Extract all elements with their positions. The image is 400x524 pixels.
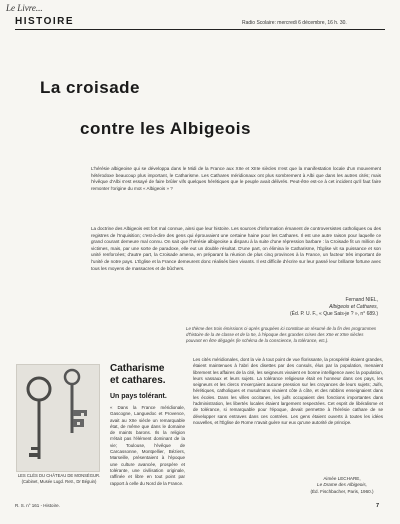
article-subheading: Un pays tolérant. — [110, 393, 167, 400]
page-number: 7 — [376, 503, 380, 509]
article-heading-line2: et cathares. — [110, 375, 166, 386]
intro-paragraph-1: L'hérésie albigeoise qui se développa dans le Midi de la France aux XIIe et XIIIe siècles n'est que la manifestation locale d'un mouvement hétérodoxe beaucoup plus important, le Catharisme. Les Cathares méridionaux ont plus sombrement à Albi que dans les autres cités; mais l'évêque d'Albi s'est essayé de faire brûler vifs quelques hérétiques que le peuple avait délivrés. Peut-être est-ce à cet incident qu'il faut faire remonter l'origine du mot « Albigeois » ? — [91, 166, 381, 191]
citation-signature — [228, 297, 378, 318]
article-column-right: Les cités méridionales, dont la vie à tout point de vue florissante, la prospérité étaient grandes, étaient maintenues à l'abri des disettes par des consuls, élus par la population, menaient librement les affaires de la cité, les seigneurs vivaient en bonne intelligence avec la population, leurs vassaux et leurs sujets. La tolérance religieuse était en honneur dans ces pays, les seigneurs et les clercs n'exerçaient aucune pression sur les croyances de leurs sujets; Juifs, hérétiques, catholiques et musulmans vivaient côte à côte, et des rabbins enseignaient dans les écoles. Dans les villes occitanes, les juifs occupaient des fonctions importantes dans l'administration, les libertés locales étaient largement respectées. Cet esprit de libéralisme et de tolérance, si remarquable pour l'époque, devait permettre à l'hérésie cathare de se développer sans entraves dans ces contrées. Les gens étaient ouverts à toutes les idées nouvelles, et l'Église de Rome n'avait guère sur eux qu'une autorité de principe. — [193, 357, 383, 425]
intro-paragraph-2: La doctrine des Albigeois est fort mal connue, ainsi que leur histoire. Les sources d'information émanent de controversistes catholiques ou des registres de l'Inquisition; c'est-à-dire des gens qui éprouvaient une certaine haine pour les Cathares. Il est une autre raison pour laquelle ce grand courant demeure mal connu. On sait que l'hérésie albigeoise a disparu à la suite d'une répression barbare : la Croisade fit un million de victimes, mais, par une sorte de paradoxe, elle eut un double résultat. D'une part, on élimina le Catharisme, l'Église vit sa puissance et son unité renforcées; d'autre part, la Croisade amena, en préparant la réunion de plus cinq provinces à la France, un facteur très important de l'unité de notre pays. L'Église et la France demeurent donc réalisés bien vivants. Il est difficile d'écrire sur leur passé leur brillante fortune avec tous les moyens de massacres et de bûchers. — [91, 226, 381, 271]
article-signature — [300, 476, 384, 495]
article-heading-line1: Catharisme — [110, 363, 165, 374]
keys-illustration — [17, 365, 99, 471]
photo-caption — [16, 473, 102, 484]
footer-reference: R. S. n° 161 - Histoire. — [15, 503, 60, 508]
citation-reference: (Éd. P. U. F., « Que Sais-je ? », n° 689.) — [289, 311, 378, 317]
citation-book: Albigeois et Cathares, — [329, 304, 378, 310]
magazine-logo: Le Livre... — [6, 3, 43, 13]
article-column-left: « Dans la France méridionale, Gascogne, Languedoc et Provence, avait au XIIe siècle un remarquable état, de même que dans le domaine de maints barons. Ils la religion n'était pas l'élément dominant de la vie; Toulouse, l'évêque de Carcassonne, Montpellier, Béziers, Marseille, présentaient à l'époque une culture avancée, prospère et tolérante, une civilisation originale, raffinée et libre en tout point par rapport à celle du Nord de la France. — [110, 405, 185, 486]
article-author: Aimée LECHARE, — [323, 476, 361, 481]
article-book: Le Drame des Albigeois, — [317, 482, 367, 488]
photo-caption-title: LES CLÉS DU CHÂTEAU DE MONSÉGUR. — [17, 473, 101, 478]
article-title-line1: La croisade — [40, 78, 140, 97]
article-heading — [110, 363, 166, 387]
citation-author: Fernand NIEL, — [345, 297, 378, 303]
photo-credit: (Cabinet, Musée Lugd. Retr., Dr Béguin) — [21, 478, 97, 484]
editor-note: Le thème des trois émissions ci-après groupées ici constitue un résumé de la fin des programmes d'histoire de la 4e classe et de la 5e, à l'époque des grandes crises des XIIe et XIIIe siècles pouvant en être dégagés (le schéma de la conscience, la tolérance, etc.). — [186, 326, 377, 343]
section-title: HISTOIRE — [15, 16, 75, 27]
keys-photo — [16, 364, 100, 472]
header-divider — [15, 29, 385, 30]
article-reference: (Éd. Fischbacher, Paris, 1960.) — [310, 488, 374, 494]
article-title-line2: contre les Albigeois — [80, 119, 251, 138]
broadcast-info: Radio Scolaire: mercredi 6 décembre, 16 h. 30. — [242, 20, 347, 26]
